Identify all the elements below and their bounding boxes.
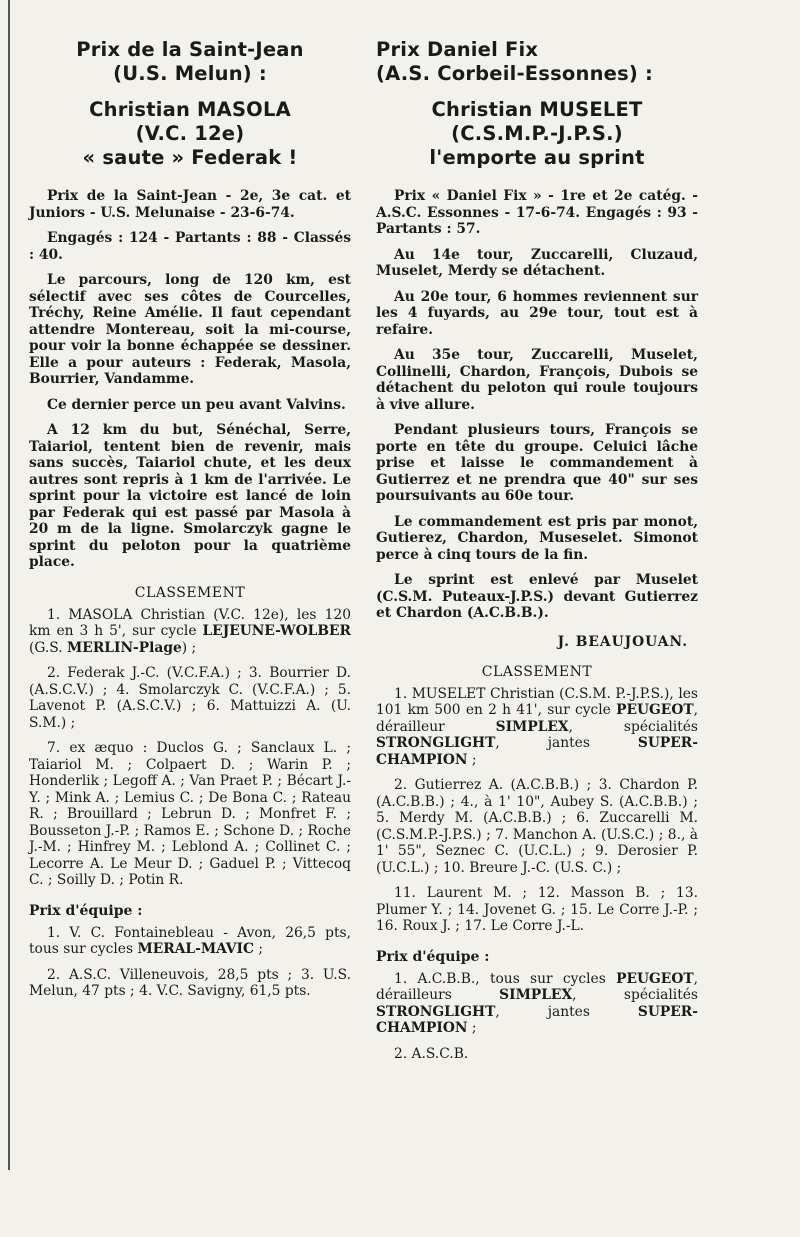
right-team-result-1: 1. A.C.B.B., tous sur cycles PEUGEOT, dérailleurs SIMPLEX, spécialités STRONGLIGHT, jantes SUPER-CHAMPION ; [376,970,698,1036]
left-team-result-1: 1. V. C. Fontainebleau - Avon, 26,5 pts, tous sur cycles MERAL-MAVIC ; [29,924,351,957]
right-headline-line2: (A.S. Corbeil-Essonnes) : [376,62,654,85]
right-headline-line5: l'emporte au sprint [429,146,645,169]
left-results-7: 7. ex æquo : Duclos G. ; Sanclaux L. ; Taiariol M. ; Colpaert D. ; Warin P. ; Honderlik ; Legoff A. ; Van Praet P. ; Bécart J.-Y. ; Mink A. ; Lemius C. ; De Bona C. ; Rateau R. ; Brouillard ; Lebrun D. ; Monfret F. ; Bousseton J.-P. ; Ramos E. ; Schone D. ; Roche J.-M. ; Hinfrey M. ; Leblond A. ; Collinet C. ; Lecorre A. Le Meur D. ; Gaduel P. ; Vittecoq C. ; Soilly D. ; Potin R. [29,740,351,888]
right-result-1: 1. MUSELET Christian (C.S.M. P.-J.P.S.), les 101 km 500 en 2 h 41', sur cycle PEUGEOT, dérailleur SIMPLEX, spécialités STRONGLIGHT, jantes SUPER-CHAMPION ; [376,685,698,768]
right-headline-line3: Christian MUSELET [431,98,643,121]
right-classement-title: CLASSEMENT [481,663,593,680]
left-article [29,38,351,1009]
right-headline-line4: (C.S.M.P.-J.P.S.) [451,122,623,145]
right-lap14-paragraph: Au 14e tour, Zuccarelli, Cluzaud, Muselet, Merdy se détachent. [376,246,698,279]
right-team-result-2: 2. A.S.C.B. [394,1045,469,1062]
left-classement-title: CLASSEMENT [134,584,246,601]
page-fold-edge [8,0,10,1170]
left-entrants-paragraph: Engagés : 124 - Partants : 88 - Classés : 40. [29,230,351,263]
left-intro-paragraph: Prix de la Saint-Jean - 2e, 3e cat. et Juniors - U.S. Melunaise - 23-6-74. [29,188,351,221]
right-francois-paragraph: Pendant plusieurs tours, François se porte en tête du groupe. Celuici lâche prise et laisse le commandement à Gutierrez et ne prendra que 40" sur ses poursuivants au 60e tour. [376,422,698,504]
right-lead-paragraph: Le commandement est pris par monot, Gutierez, Chardon, Museselet. Simonot perce à cinq tours de la fin. [376,513,698,563]
left-results-2-6: 2. Federak J.-C. (V.C.F.A.) ; 3. Bourrier D. (A.S.C.V.) ; 4. Smolarczyk C. (V.C.F.A.) ; 5. Lavenot P. (A.S.C.V.) ; 6. Mattuizzi A. (U. S.M.) ; [29,665,351,731]
left-team-results-2-4: 2. A.S.C. Villeneuvois, 28,5 pts ; 3. U.S. Melun, 47 pts ; 4. V.C. Savigny, 61,5 pts. [29,966,351,999]
left-finish-paragraph: A 12 km du but, Sénéchal, Serre, Taiariol, tentent bien de revenir, mais sans succès, Taiariol chute, et les deux autres sont repris à 1 km de l'arrivée. Le sprint pour la victoire est lancé de loin par Federak qui est passé par Masola à 20 m de la ligne. Smolarczyk gagne le sprint du peloton pour la quatrième place. [29,422,351,570]
right-intro-paragraph: Prix « Daniel Fix » - 1re et 2e catég. - A.S.C. Essonnes - 17-6-74. Engagés : 93 - Partants : 57. [376,188,698,237]
left-headline-line3: Christian MASOLA [89,98,291,121]
right-lap35-paragraph: Au 35e tour, Zuccarelli, Muselet, Collinelli, Chardon, François, Dubois se détachent du peloton qui roule toujours à vive allure. [376,347,698,413]
right-article [376,38,698,1071]
left-course-paragraph: Le parcours, long de 120 km, est sélectif avec ses côtes de Courcelles, Tréchy, Reine Amélie. Il faut cependant attendre Montereau, soit la mi-course, pour voir la bonne échappée se dessiner. Elle a pour auteurs : Federak, Masola, Bourrier, Vandamme. [29,272,351,387]
left-result-1: 1. MASOLA Christian (V.C. 12e), les 120 km en 3 h 5', sur cycle LEJEUNE-WOLBER (G.S. MERLIN-Plage) ; [29,606,351,656]
right-results-11-17: 11. Laurent M. ; 12. Masson B. ; 13. Plumer Y. ; 14. Jovenet G. ; 15. Le Corre J.-P. ; 16. Roux J. ; 17. Le Corre J.-L. [376,885,698,934]
right-lap20-paragraph: Au 20e tour, 6 hommes reviennent sur les 4 fuyards, au 29e tour, tout est à refaire. [376,288,698,338]
left-headline-line2: (U.S. Melun) : [113,62,267,85]
right-results-2-10: 2. Gutierrez A. (A.C.B.B.) ; 3. Chardon P. (A.C.B.B.) ; 4., à 1' 10", Aubey S. (A.C.B.B.) ; 5. Merdy M. (A.C.B.B.) ; 6. Zuccarelli M. (C.S.M.P.-J.P.S.) ; 7. Manchon A. (U.S.C.) ; 8., à 1' 55", Seznec C. (U.C.L.) ; 9. Derosier P. (U.C.L.) ; 10. Breure J.-C. (U.S. C.) ; [376,777,698,876]
author-signature: J. BEAUJOUAN. [557,633,688,650]
right-sprint-paragraph: Le sprint est enlevé par Muselet (C.S.M. Puteaux-J.P.S.) devant Gutierrez et Chardon (A.C.B.B.). [376,572,698,621]
left-prix-equipe-title: Prix d'équipe : [29,902,143,919]
left-attack-paragraph: Ce dernier perce un peu avant Valvins. [47,396,346,413]
right-headline-line1: Prix Daniel Fix [376,38,539,61]
left-headline-line1: Prix de la Saint-Jean [76,38,304,61]
right-prix-equipe-title: Prix d'équipe : [376,948,490,965]
left-headline-line4: (V.C. 12e) [135,122,245,145]
left-headline-line5: « saute » Federak ! [82,146,298,169]
